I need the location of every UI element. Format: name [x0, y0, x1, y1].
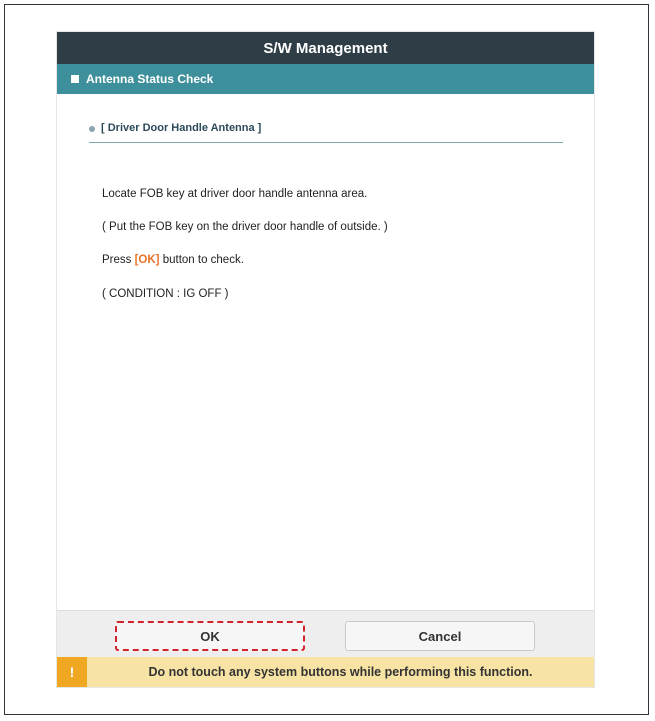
- warning-text: Do not touch any system buttons while performing this function.: [148, 665, 533, 679]
- instruction-check-text: button to check.: [159, 254, 244, 266]
- warning-icon: !: [57, 657, 87, 687]
- section-header: [57, 64, 594, 94]
- window-title: S/W Management: [263, 39, 388, 57]
- instruction-condition: ( CONDITION : IG OFF ): [102, 288, 229, 300]
- subheading: [89, 122, 563, 143]
- title-bar: [57, 32, 594, 64]
- instruction-line-1: Locate FOB key at driver door handle antenna area.: [102, 188, 368, 200]
- instruction-press-text: Press: [102, 254, 135, 266]
- section-title: Antenna Status Check: [86, 72, 214, 86]
- cancel-button[interactable]: Cancel: [345, 621, 535, 651]
- warning-bar: [57, 657, 594, 687]
- square-bullet-icon: [71, 75, 79, 83]
- content-area: [57, 94, 594, 610]
- ok-button[interactable]: OK: [115, 621, 305, 651]
- sw-management-dialog: [57, 32, 594, 687]
- instruction-ok-highlight: [OK]: [134, 254, 160, 266]
- dot-bullet-icon: [89, 126, 95, 132]
- instruction-line-3: [102, 254, 244, 266]
- instruction-line-2: ( Put the FOB key on the driver door handle of outside. ): [102, 221, 388, 233]
- button-bar: [57, 610, 594, 657]
- subheading-text: [ Driver Door Handle Antenna ]: [101, 122, 262, 134]
